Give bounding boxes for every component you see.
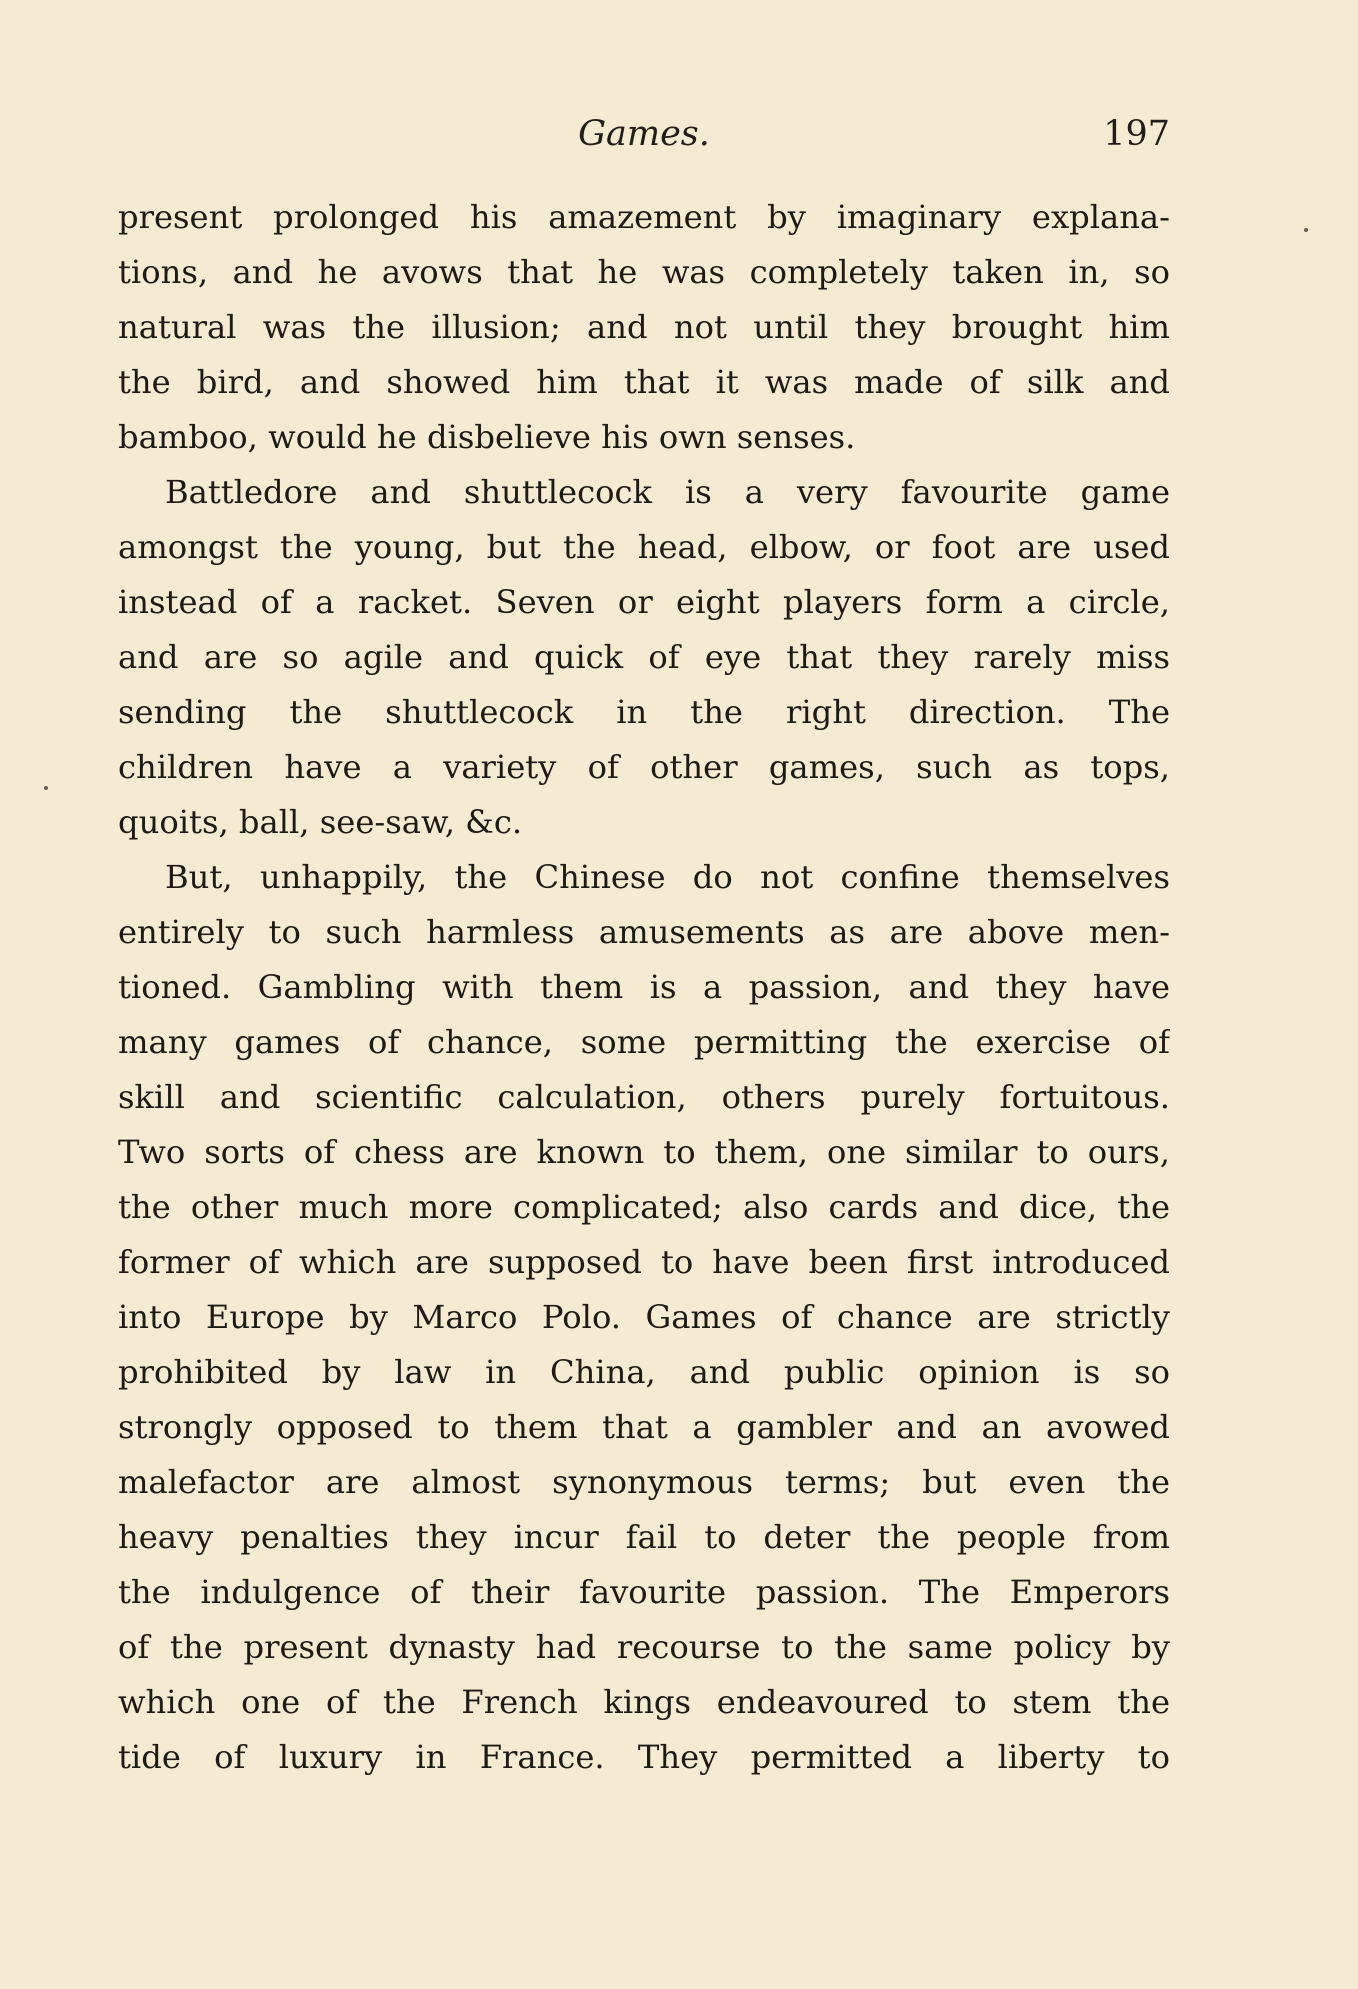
text-line: amongst the young, but the head, elbow, or foot are used	[118, 528, 1170, 566]
page-number: 197	[1103, 114, 1170, 154]
text-line: many games of chance, some permitting the exercise of	[118, 1023, 1170, 1061]
text-line: of the present dynasty had recourse to the same policy by	[118, 1628, 1170, 1666]
text-line: tions, and he avows that he was completely taken in, so	[118, 253, 1170, 291]
text-line: strongly opposed to them that a gambler and an avowed	[118, 1408, 1170, 1446]
running-header	[118, 104, 1170, 164]
text-line: the bird, and showed him that it was made of silk and	[118, 363, 1170, 401]
text-line: malefactor are almost synonymous terms; but even the	[118, 1463, 1170, 1501]
text-line: But, unhappily, the Chinese do not confine themselves	[165, 858, 1170, 896]
text-line: skill and scientific calculation, others purely fortuitous.	[118, 1078, 1170, 1116]
text-line: sending the shuttlecock in the right direction. The	[118, 693, 1170, 731]
text-line: instead of a racket. Seven or eight players form a circle,	[118, 583, 1170, 621]
text-line: present prolonged his amazement by imaginary explana-	[118, 198, 1170, 236]
text-line: former of which are supposed to have been first introduced	[118, 1243, 1170, 1281]
text-line: Battledore and shuttlecock is a very favourite game	[165, 473, 1170, 511]
text-line: bamboo, would he disbelieve his own senses.	[118, 418, 856, 456]
text-line: tide of luxury in France. They permitted a liberty to	[118, 1738, 1170, 1776]
text-line: Two sorts of chess are known to them, one similar to ours,	[118, 1133, 1170, 1171]
text-line: prohibited by law in China, and public opinion is so	[118, 1353, 1170, 1391]
text-line: tioned. Gambling with them is a passion, and they have	[118, 968, 1170, 1006]
text-line: entirely to such harmless amusements as are above men-	[118, 913, 1170, 951]
body-text	[118, 190, 1170, 1785]
text-line: the indulgence of their favourite passion. The Emperors	[118, 1573, 1170, 1611]
paper-speck	[1304, 228, 1308, 232]
text-line: the other much more complicated; also cards and dice, the	[118, 1188, 1170, 1226]
running-title: Games.	[578, 114, 710, 154]
text-line: children have a variety of other games, such as tops,	[118, 748, 1170, 786]
text-line: and are so agile and quick of eye that they rarely miss	[118, 638, 1170, 676]
text-line: into Europe by Marco Polo. Games of chance are strictly	[118, 1298, 1170, 1336]
text-line: quoits, ball, see-saw, &c.	[118, 803, 523, 841]
text-line: which one of the French kings endeavoured to stem the	[118, 1683, 1170, 1721]
text-line: heavy penalties they incur fail to deter the people from	[118, 1518, 1170, 1556]
text-line: natural was the illusion; and not until they brought him	[118, 308, 1170, 346]
paper-speck	[44, 786, 48, 790]
